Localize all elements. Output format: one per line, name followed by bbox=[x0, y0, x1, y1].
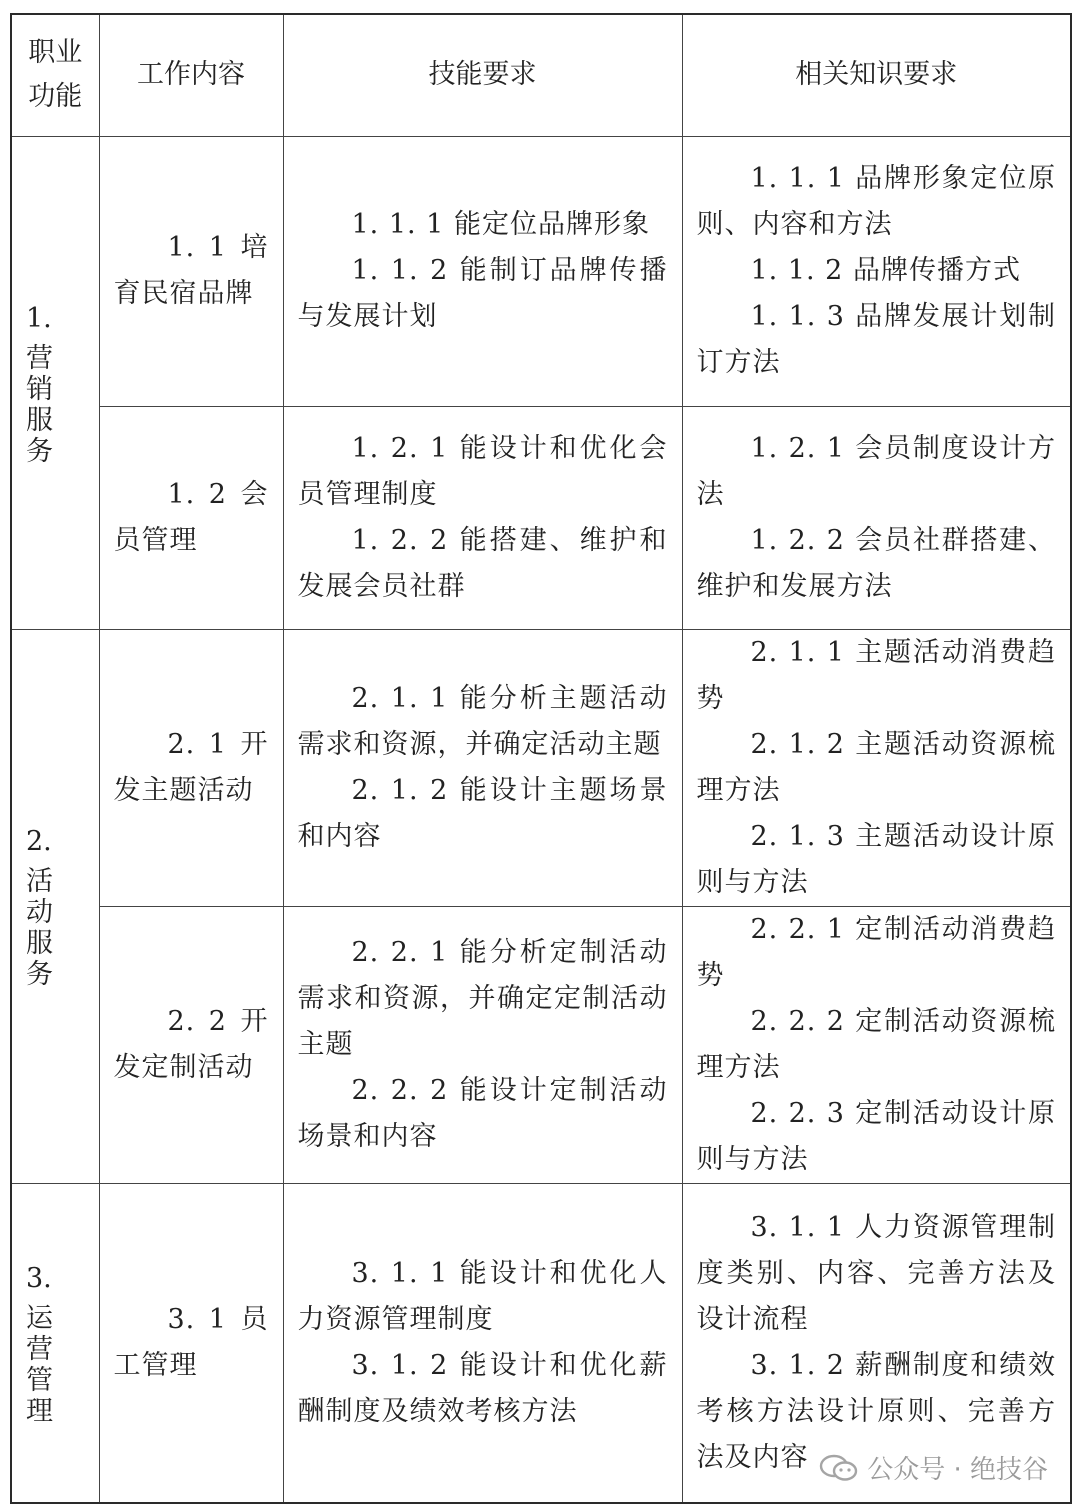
cell-text: 1. 1. 1 能定位品牌形象 bbox=[351, 209, 650, 240]
cell-text: 1. 1 培育民宿品牌 bbox=[113, 232, 269, 309]
cell-text: 2. 1 开发主题活动 bbox=[113, 728, 269, 806]
header-content: 工作内容 bbox=[99, 14, 283, 136]
cell-text: 2. 2. 3 定制活动设计原则与方法 bbox=[696, 1097, 1056, 1175]
table-row bbox=[11, 406, 1071, 629]
cell-text: 1. 2. 1 能设计和优化会员管理制度 bbox=[297, 432, 668, 510]
cell-text: 2. 2. 1 能分析定制活动需求和资源，并确定定制活动主题 bbox=[297, 936, 668, 1060]
watermark bbox=[819, 1449, 1048, 1486]
cell-text: 3. 1. 2 薪酬制度和绩效考核方法设计原则、完善方法及内容 bbox=[696, 1349, 1056, 1473]
cell-text: 3. 1. 2 能设计和优化薪酬制度及绩效考核方法 bbox=[297, 1349, 668, 1427]
table-row bbox=[11, 136, 1071, 406]
skills-cell bbox=[283, 1183, 682, 1503]
content-cell bbox=[99, 136, 283, 406]
cell-text: 1. 1. 2 能制订品牌传播与发展计划 bbox=[297, 255, 668, 332]
content-cell bbox=[99, 406, 283, 629]
skill-standard-table bbox=[10, 13, 1072, 1504]
cell-text: 2. 1. 3 主题活动设计原则与方法 bbox=[696, 820, 1056, 898]
cell-text: 1. 2. 1 会员制度设计方法 bbox=[696, 432, 1056, 510]
cell-text: 2. 2 开发定制活动 bbox=[113, 1005, 269, 1083]
cell-text: 1. 2. 2 会员社群搭建、维护和发展方法 bbox=[696, 524, 1056, 602]
skills-cell bbox=[283, 406, 682, 629]
header-function: 职业功能 bbox=[11, 14, 99, 136]
header-row bbox=[11, 14, 1071, 136]
cell-text: 3. 1. 1 能设计和优化人力资源管理制度 bbox=[297, 1257, 668, 1335]
cell-text: 1. 1. 2 品牌传播方式 bbox=[750, 255, 1021, 286]
skills-cell bbox=[283, 136, 682, 406]
knowledge-cell bbox=[682, 136, 1071, 406]
function-cell-activity: 2. 活 动 服 务 bbox=[11, 629, 99, 1183]
header-knowledge: 相关知识要求 bbox=[682, 14, 1071, 136]
function-cell-operation: 3. 运 营 管 理 bbox=[11, 1183, 99, 1503]
function-cell-marketing: 1. 营 销 服 务 bbox=[11, 136, 99, 629]
header-skills: 技能要求 bbox=[283, 14, 682, 136]
cell-text: 2. 2. 2 能设计定制活动场景和内容 bbox=[297, 1074, 668, 1152]
skills-cell bbox=[283, 629, 682, 906]
content-cell bbox=[99, 629, 283, 906]
cell-text: 1. 2. 2 能搭建、维护和发展会员社群 bbox=[297, 524, 668, 602]
knowledge-cell bbox=[682, 406, 1071, 629]
cell-text: 3. 1. 1 人力资源管理制度类别、内容、完善方法及设计流程 bbox=[696, 1211, 1056, 1335]
knowledge-cell bbox=[682, 906, 1071, 1183]
cell-text: 1. 2 会员管理 bbox=[113, 478, 269, 556]
cell-text: 2. 1. 1 能分析主题活动需求和资源，并确定活动主题 bbox=[297, 682, 668, 760]
cell-text: 2. 1. 2 能设计主题场景和内容 bbox=[297, 774, 668, 852]
cell-text: 2. 1. 2 主题活动资源梳理方法 bbox=[696, 728, 1056, 806]
watermark-label: 公众号 · 绝技谷 bbox=[867, 1455, 1048, 1485]
cell-text: 3. 1 员工管理 bbox=[113, 1303, 269, 1381]
wechat-icon bbox=[819, 1453, 859, 1483]
table-row bbox=[11, 629, 1071, 906]
content-cell bbox=[99, 1183, 283, 1503]
content-cell bbox=[99, 906, 283, 1183]
cell-text: 1. 1. 1 品牌形象定位原则、内容和方法 bbox=[696, 163, 1056, 240]
cell-text: 2. 2. 2 定制活动资源梳理方法 bbox=[696, 1005, 1056, 1083]
cell-text: 2. 1. 1 主题活动消费趋势 bbox=[696, 636, 1056, 714]
knowledge-cell bbox=[682, 629, 1071, 906]
skills-cell bbox=[283, 906, 682, 1183]
cell-text: 1. 1. 3 品牌发展计划制订方法 bbox=[696, 301, 1056, 378]
table-row bbox=[11, 906, 1071, 1183]
cell-text: 2. 2. 1 定制活动消费趋势 bbox=[696, 913, 1056, 991]
